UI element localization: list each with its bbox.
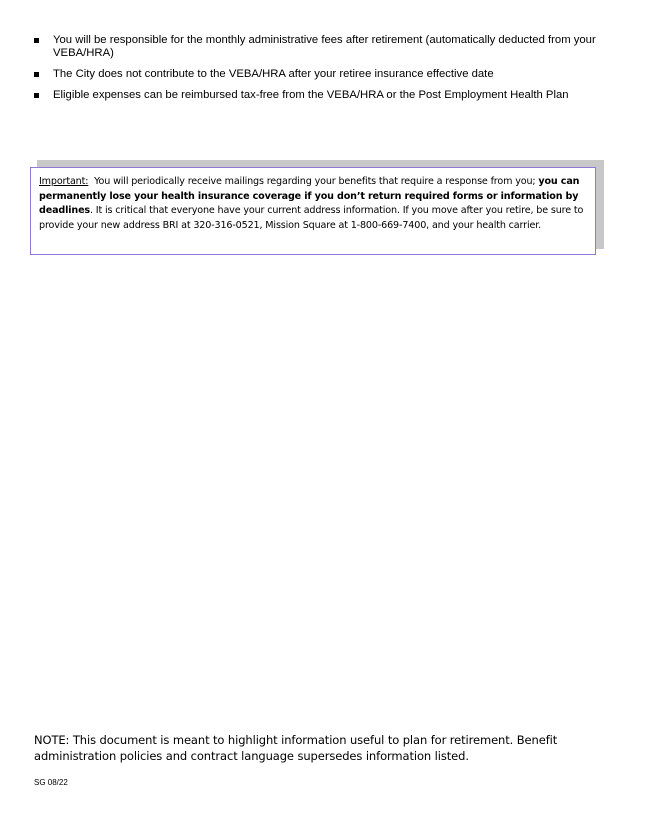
benefit-bullet-list: [34, 34, 612, 110]
important-bold-warning: you can permanently lose your health insurance coverage if you don’t return required forms or information by deadlines: [39, 176, 580, 217]
square-bullet-icon: [34, 72, 39, 77]
bullet-text: You will be responsible for the monthly administrative fees after retirement (automatically deducted from your VEBA/HRA): [53, 34, 596, 59]
bullet-item: [34, 89, 612, 102]
bullet-item: [34, 68, 612, 81]
square-bullet-icon: [34, 38, 39, 43]
square-bullet-icon: [34, 93, 39, 98]
document-code: SG 08/22: [34, 778, 68, 787]
disclaimer-note: NOTE: This document is meant to highlight information useful to plan for retirement. Benefit administration policies and contract language supersedes information listed.: [34, 733, 558, 763]
bullet-text: The City does not contribute to the VEBA/HRA after your retiree insurance effective date: [53, 68, 494, 80]
important-callout-box: [30, 167, 596, 255]
important-label: Important:: [39, 176, 89, 187]
important-text: You will periodically receive mailings regarding your benefits that require a response from you;: [94, 176, 536, 187]
important-text-continued: . It is critical that everyone have your current address information. If you move after you retire, be sure to provide your new address BRI at 320-316-0521, Mission Square at 1-800-669-7400, and your health carrier.: [39, 205, 584, 231]
bullet-text: Eligible expenses can be reimbursed tax-free from the VEBA/HRA or the Post Employment Health Plan: [53, 89, 569, 101]
bullet-item: [34, 34, 612, 60]
